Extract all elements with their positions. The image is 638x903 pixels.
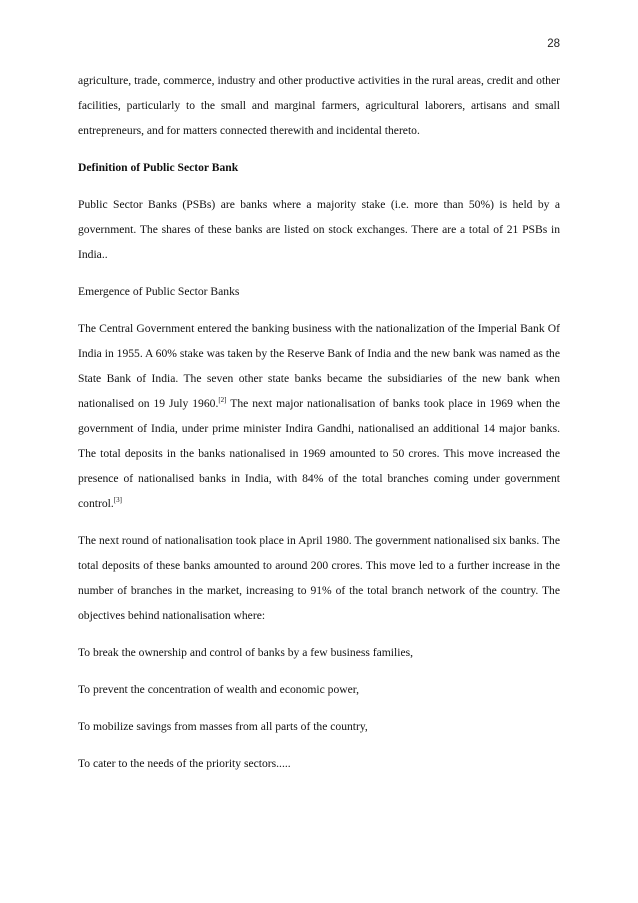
objective-item-4: To cater to the needs of the priority sectors..... bbox=[78, 757, 291, 770]
reference-3[interactable]: [3] bbox=[113, 496, 122, 505]
document-body bbox=[78, 68, 560, 788]
paragraph-emergence-part1: The Central Government entered the banking business with the nationalization of the Imperial Bank Of India in 1955. A 60% stake was taken by the Reserve Bank of India and the new bank was named as the State Bank of India. The seven other state banks became the subsidiaries of the new bank when nationalised on 19 July 1960. bbox=[78, 322, 560, 410]
objective-item-2: To prevent the concentration of wealth and economic power, bbox=[78, 683, 360, 696]
page-number: 28 bbox=[547, 38, 560, 50]
paragraph-intro: agriculture, trade, commerce, industry and other productive activities in the rural areas, credit and other facilities, particularly to the small and marginal farmers, agricultural laborers, artisans and small entrepreneurs, and for matters connected therewith and incidental thereto. bbox=[78, 74, 560, 137]
paragraph-second-round: The next round of nationalisation took place in April 1980. The government nationalised six banks. The total deposits of these banks amounted to around 200 crores. This move led to a further increase in the number of branches in the market, increasing to 91% of the total branch network of the country. The objectives behind nationalisation where: bbox=[78, 534, 560, 622]
paragraph-definition: Public Sector Banks (PSBs) are banks where a majority stake (i.e. more than 50%) is held by a government. The shares of these banks are listed on stock exchanges. There are a total of 21 PSBs in India.. bbox=[78, 198, 560, 261]
objective-item-3: To mobilize savings from masses from all parts of the country, bbox=[78, 720, 368, 733]
section-heading: Definition of Public Sector Bank bbox=[78, 161, 239, 174]
paragraph-emergence bbox=[78, 316, 560, 516]
reference-2[interactable]: [2] bbox=[218, 396, 227, 405]
paragraph-emergence-part2: The next major nationalisation of banks took place in 1969 when the government of India, under prime minister Indira Gandhi, nationalised an additional 14 major banks. The total deposits in the banks nationalised in 1969 amounted to 50 crores. This move increased the presence of nationalised banks in India, with 84% of the total branches coming under government control. bbox=[78, 397, 560, 510]
section-subheading: Emergence of Public Sector Banks bbox=[78, 285, 240, 298]
objective-item-1: To break the ownership and control of banks by a few business families, bbox=[78, 646, 414, 659]
